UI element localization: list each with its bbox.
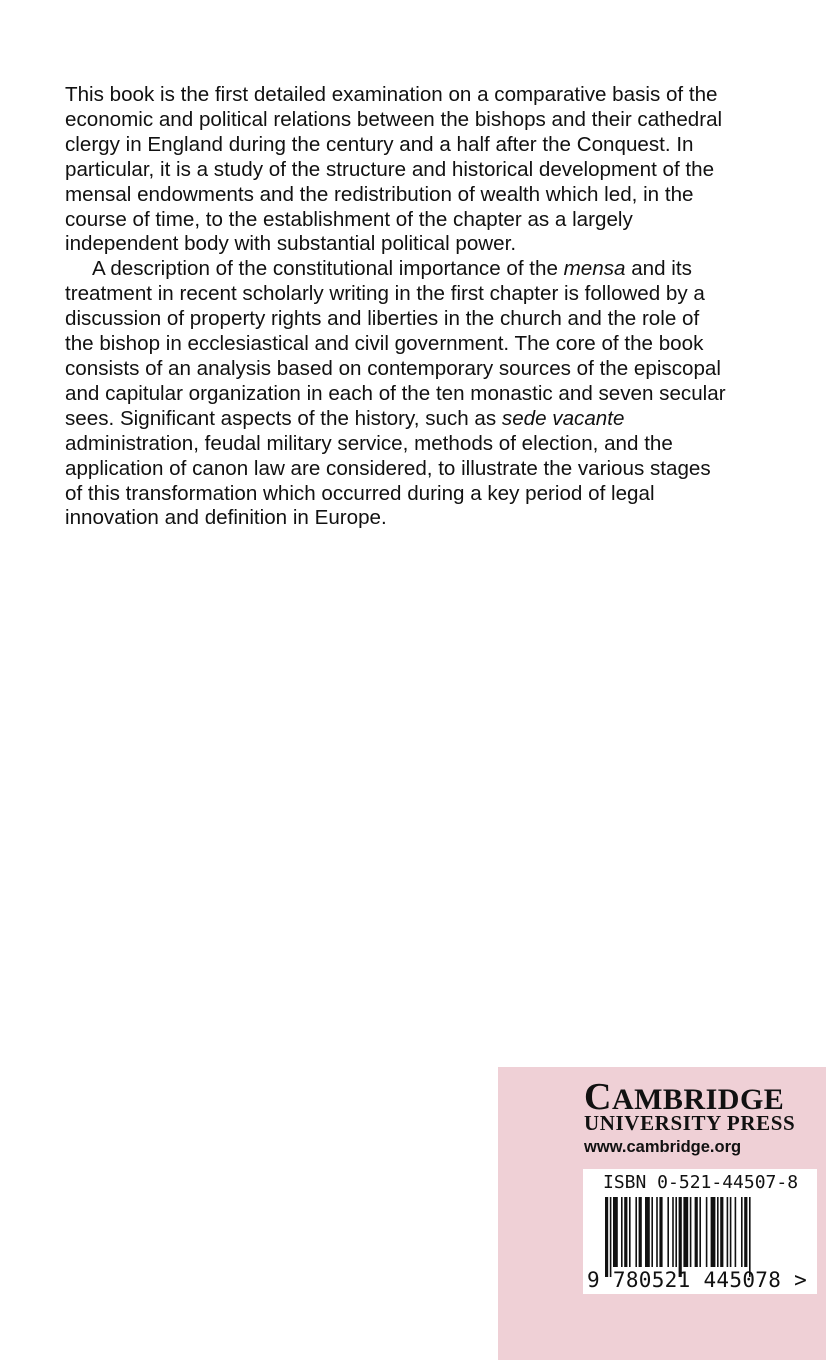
barcode-bar: [645, 1197, 650, 1267]
barcode-bar: [635, 1197, 637, 1267]
text-line: economic and political relations between the bishops and their cathedral: [65, 107, 723, 131]
barcode-bar: [672, 1197, 674, 1267]
isbn-label: ISBN 0-521-44507-8: [603, 1172, 799, 1193]
italic-term: sede vacante: [501, 406, 625, 430]
text-line: This book is the first detailed examination on a comparative basis of the: [65, 83, 718, 106]
publisher-url: www.cambridge.org: [584, 1138, 742, 1156]
barcode-bar: [629, 1197, 631, 1267]
text-line: [65, 407, 785, 432]
back-cover-blurb: [65, 83, 785, 531]
barcode-bar: [605, 1197, 608, 1277]
text-line: innovation and definition in Europe.: [65, 506, 387, 530]
text-run: sees. Significant aspects of the history, such as: [65, 406, 502, 430]
barcode-bar: [749, 1197, 751, 1277]
barcode-bar: [621, 1197, 623, 1267]
publisher-subtitle: UNIVERSITY PRESS: [584, 1111, 796, 1135]
blurb-paragraph-1: [65, 83, 785, 257]
text-line: the bishop in ecclesiastical and civil government. The core of the book: [65, 332, 704, 356]
barcode-bar: [744, 1197, 747, 1267]
text-line: mensal endowments and the redistribution of wealth which led, in the: [65, 182, 694, 206]
barcode-bar: [717, 1197, 719, 1267]
text-line: particular, it is a study of the structure and historical development of the: [65, 157, 715, 181]
text-line: administration, feudal military service, methods of election, and the: [65, 431, 673, 455]
barcode-bar: [659, 1197, 662, 1267]
text-line: discussion of property rights and liberties in the church and the role of: [65, 307, 700, 331]
barcode-bar: [639, 1197, 642, 1267]
text-line: [65, 257, 785, 282]
barcode-bar: [741, 1197, 743, 1267]
text-line: treatment in recent scholarly writing in the first chapter is followed by a: [65, 282, 705, 306]
text-line: application of canon law are considered, to illustrate the various stages: [65, 456, 711, 480]
barcode-bar: [675, 1197, 677, 1267]
barcode-bar: [683, 1197, 688, 1267]
barcode-bar: [679, 1197, 682, 1277]
logo-rest: AMBRIDGE: [611, 1083, 785, 1116]
barcode-bar: [613, 1197, 618, 1267]
barcode-bar: [651, 1197, 653, 1267]
barcode-bar: [690, 1197, 692, 1267]
barcode-bar: [610, 1197, 612, 1277]
logo-initial: C: [584, 1076, 612, 1118]
barcode-bar: [720, 1197, 723, 1267]
barcode-bar: [667, 1197, 669, 1267]
barcode-bar: [727, 1197, 729, 1267]
barcode-box: [583, 1169, 817, 1294]
text-line: course of time, to the establishment of the chapter as a largely: [65, 207, 633, 231]
barcode-bar: [706, 1197, 708, 1267]
barcode-bar: [624, 1197, 627, 1267]
ean-number: 9 780521 445078 >: [587, 1268, 808, 1292]
text-line: independent body with substantial political power.: [65, 232, 517, 256]
blurb-paragraph-2: [65, 257, 785, 531]
barcode-bar: [699, 1197, 701, 1267]
italic-term: mensa: [563, 257, 626, 281]
text-line: of this transformation which occurred during a key period of legal: [65, 481, 655, 505]
text-line: and capitular organization in each of the ten monastic and seven secular: [65, 381, 726, 405]
barcode-bar: [711, 1197, 716, 1267]
barcode-bar: [735, 1197, 737, 1267]
publisher-panel: [498, 1067, 826, 1360]
text-run: A description of the constitutional importance of the: [92, 257, 564, 281]
barcode-bar: [730, 1197, 732, 1267]
barcode-bar: [656, 1197, 658, 1267]
barcode-bar: [695, 1197, 698, 1267]
text-run: and its: [625, 257, 692, 281]
text-line: consists of an analysis based on contemporary sources of the episcopal: [65, 356, 721, 380]
text-line: clergy in England during the century and a half after the Conquest. In: [65, 132, 694, 156]
barcode-icon: [605, 1197, 811, 1277]
